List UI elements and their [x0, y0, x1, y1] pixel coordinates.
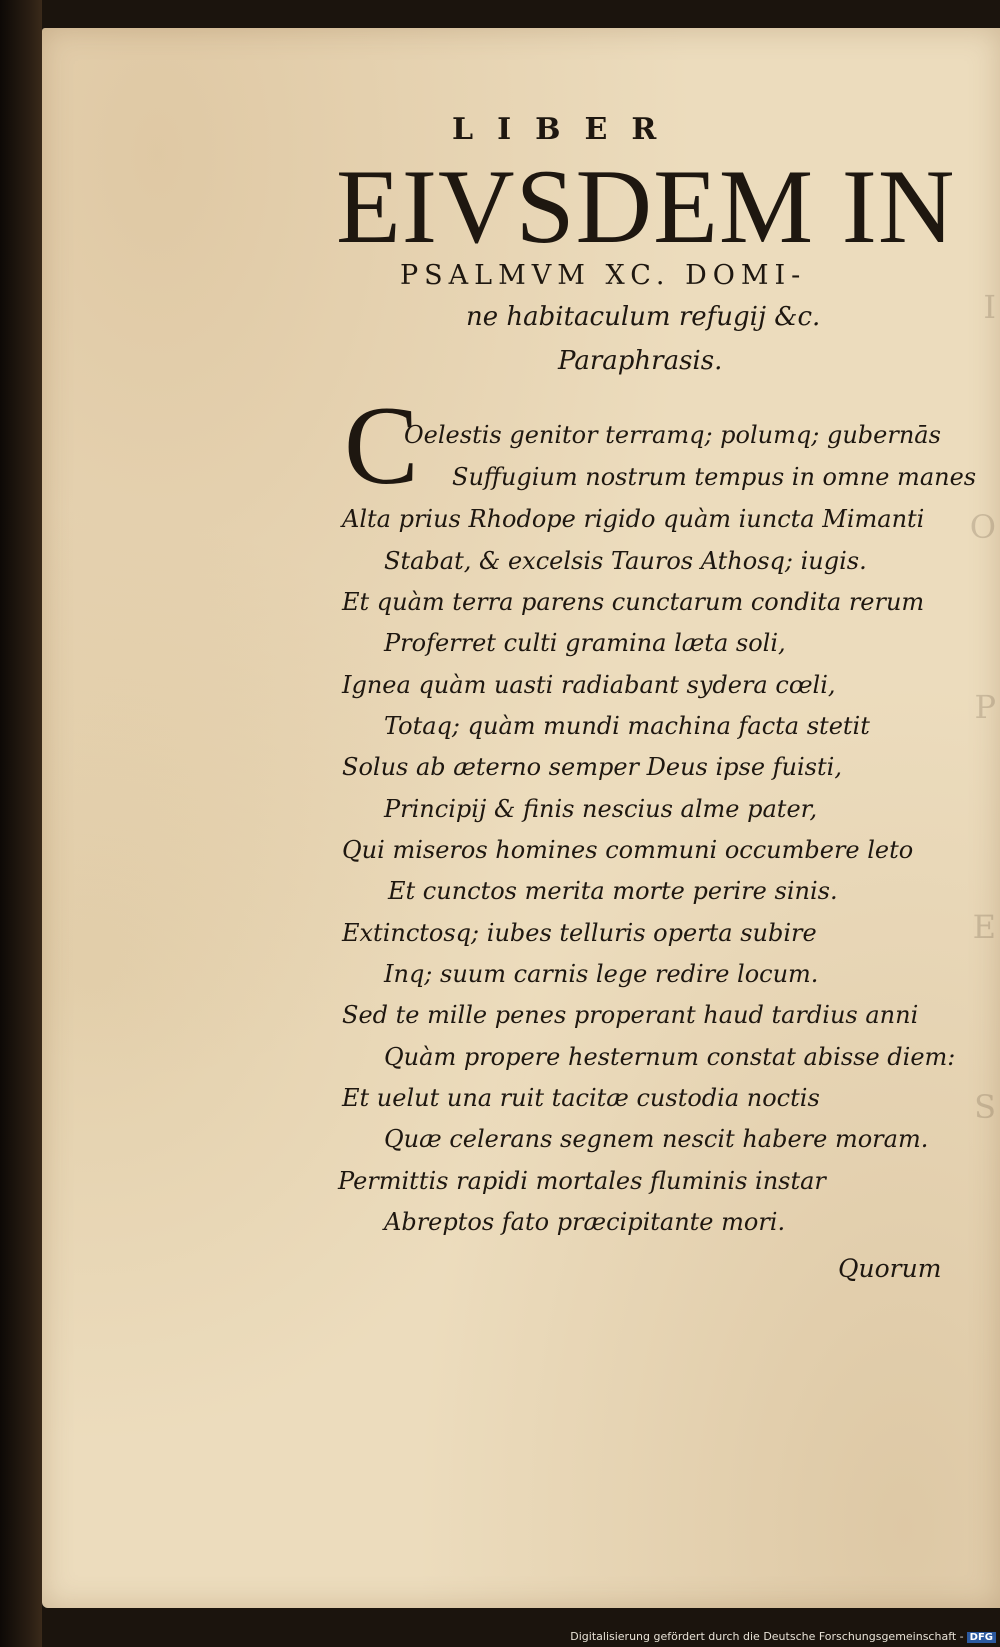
verse-line: Principij & finis nescius alme pater,: [384, 795, 818, 823]
book-binding: [0, 0, 42, 1647]
verse-line: Stabat, & excelsis Tauros Athosq; iugis.: [384, 547, 867, 575]
verse-line: Proferret culti gramina læta soli,: [384, 629, 786, 657]
dfg-logo: DFG: [967, 1632, 996, 1643]
running-head: LIBER: [452, 112, 681, 147]
digitization-credit: [570, 1630, 996, 1643]
verse-line: Et uelut una ruit tacitæ custodia noctis: [342, 1084, 820, 1112]
verse-line: Suffugium nostrum tempus in omne manes: [452, 463, 977, 491]
credit-text: Digitalisierung gefördert durch die Deutsche Forschungsgemeinschaft -: [570, 1630, 964, 1643]
verse-line: Quàm propere hesternum constat abisse diem:: [384, 1043, 956, 1071]
verse-line: Permittis rapidi mortales fluminis instar: [338, 1167, 826, 1195]
verse-line: Alta prius Rhodope rigido quàm iuncta Mimanti: [342, 505, 925, 533]
subtitle-line-1: PSALMVM XC. DOMI-: [400, 260, 807, 291]
verse-line: Qui miseros homines communi occumbere leto: [342, 836, 914, 864]
verse-line: Et quàm terra parens cunctarum condita rerum: [342, 588, 925, 616]
bleed-through: I O P E S: [969, 288, 996, 1126]
verse-line: Ignea quàm uasti radiabant sydera cœli,: [342, 671, 836, 699]
verse-line: Quæ celerans segnem nescit habere moram.: [384, 1125, 929, 1153]
drop-initial: C: [344, 384, 419, 508]
verse-line: Et cunctos merita morte perire sinis.: [388, 877, 838, 905]
verse-line: Abreptos fato præcipitante mori.: [384, 1208, 786, 1236]
verse-line: Totaq; quàm mundi machina facta stetit: [384, 712, 870, 740]
subtitle-line-2: ne habitaculum refugij &c.: [466, 302, 821, 332]
verse-line: Solus ab æterno semper Deus ipse fuisti,: [342, 753, 842, 781]
verse-line: Extinctosq; iubes telluris operta subire: [342, 919, 817, 947]
verse-line: Inq; suum carnis lege redire locum.: [384, 960, 819, 988]
verse-line: Sed te mille penes properant haud tardius anni: [342, 1001, 919, 1029]
page-title: EIVSDEM IN: [336, 148, 956, 265]
catchword: Quorum: [838, 1254, 942, 1283]
subtitle-line-3: Paraphrasis.: [558, 346, 723, 376]
verse-line: Oelestis genitor terramq; polumq; gubernās: [404, 421, 941, 449]
